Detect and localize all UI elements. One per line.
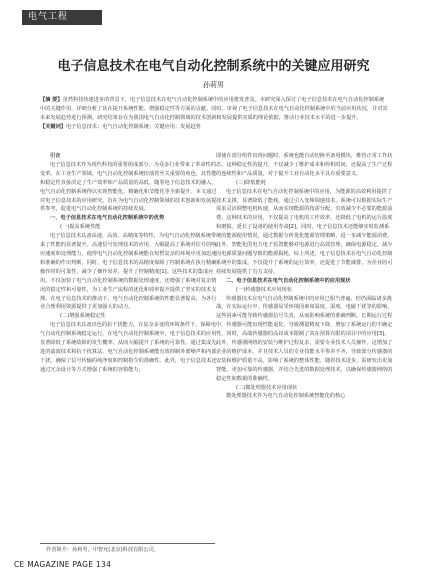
section-heading: (一)提高系统性能 [60,224,101,231]
article-title: 电子信息技术在电气自动化控制系统中的关键应用研究 [57,59,370,74]
section-heading: (三)降低能耗 [236,179,266,186]
paragraph: 电子信息技术在电气自动化控制系统中的应用，为能源的高效利用提供了技术支撑，显著降低了能耗。通过引入变频调速技术，系统可以根据实际生产需求灵活调整电机转速，从而实现能源的按需分配，有效减少不必要的能源浪费。这种技术的应用，不仅提高了电机的工作效率，还降低了电机的运行温度和磨损，延长了设备的使用寿命[2]。同时，电子信息技术还能够实时监测系统的能源使用情况，通过数据分析优化能源管理策略，进一步减少能源消费。此外，智能化的电力电子装置能够对电源进行高效管理，确保电源稳定，减少因电源质量问题导致的能源损耗。综上所述，电子信息技术在电气自动化控制系统中的集成，不仅提升了系统的运行效率，还促进了节能减排，为企业的可持续发展提供了有力支持。 [216,188,393,275]
abstract-label: 【摘 要】 [40,97,63,103]
section-heading: (二)增强系统稳定性 [60,313,106,320]
keywords-text: 电子信息技术；电气自动化控制系统；关键应用；发展趋势 [65,124,201,130]
section-tag: 电气工程 [22,10,102,25]
author-note: 作者简介：孙莉男，中智允(北京)科技有限公司。 [46,547,159,553]
left-column [40,152,220,375]
paragraph: 即使在部分组件出现问题时，系统也能自动切换至备用模块，维持正常工作状态。这种稳定性的提升，不仅减少了维护成本和停机时间，还提高了生产过程的连续性和产品质量，对于提升工业自动化水平具有重要意义。 [216,153,393,177]
section-heading: (一)传感器技术应用现状 [236,286,292,293]
paragraph: 电子信息技术具备出色的抗干扰能力，在复杂多变的环境条件下，保障电气自动化控制系统稳定运行。在电气自动化控制系统中，电子信息技术的应用显著降低了系统故障的发生概率，从而大幅提升了系统的可靠性。通过集成先进的滤波技术和抗干扰算法，电气自动化控制系统能有效抑制外部噪声和内部干扰，确保了信号传输的纯净度和控制指令的准确性。此外，电子信息技术还通过冗余设计等方式增强了系统的容错能力， [40,322,217,373]
paragraph: 电子信息技术作为现代科技的重要组成部分，为众多行业带来了革命性的变革。在工业生产领域，电气自动化控制系统扮演着至关重要的角色，其性能和稳定性直接决定了生产效率和产品质量的高低。随着电子信息技术的融入，电气自动化控制系统得以实现智能化、精确化和节能化等全新提升。本文通过对电子信息技术的应用研究，旨在为电气自动化控制领域的技术创新和发展提供参考，促进电气自动化控制系统的持续发展。 [40,161,217,213]
magazine-page-label: CE MAGAZINE PAGE 134 [14,560,112,569]
abstract-text: 虽然科技快速进步的背景下，电子信息技术在电气自动化控制系统中的应用愈发普及。本研究深入探讨了电子信息技术在电气自动化控制系统中的关键作用，详细分析了其在提升系统性能、增强稳定性等方面的贡献。同时，审视了电子信息技术在电气自动化控制系统中的当前应用状况，并对其未来发展趋势进行预测。研究结果旨在为我国电气自动化控制领域的技术创新和发展提供实质的理论依据，推动行业技术水平的进一步提升。 [40,97,388,121]
paragraph: 电子信息技术具备高速、高效、高精度等特性，为电气自动化控制系统带来了性能的显著提升。高速信号处理技术的应用，大幅提高了系统对信号的响应速度和处理能力，使得电气自动化控制系统能在短暂复杂的环境中更加迅速和准确的作出判断。同时，电子信息技术的高精度保障了控制系统在执行精确操作时的可靠性，减少了操作误差，提升了控制精度[1]。这些技术的集成应用，不仅加快了电气自动化控制系统的数据处理速度，还增强了系统对复杂情况的稳定性和可靠性，为工业生产流程的优化和效率提升提供了坚实的技术支撑。在电子信息技术的推动下，电气自动化控制系统的性能显著提高，为各行业合理利用资源提供了更加强大的动力。 [40,233,217,311]
section-heading: 一、电子信息技术在电气自动化控制系统中的优势 [50,215,165,222]
section-heading: 引言 [50,153,61,159]
paragraph: 传感器技术在电气自动化控制系统中的应用已相当普遍，但仍面临诸多挑战。在实际运行中，传感器易受环境因素如温度、湿度、电磁干扰等的影响，这些因素可能导致传感器信号失真，从而影响系统的准确判断。长期运行过程中，传感器可能出现性能退化，导致测量精度下降，增加了系统运行的不确定性。同时，高端传感器的高昂成本限制了其在预算有限的项目中的应用[3]。此外，传感器网络的安装与维护过程复杂，需要专业技术人员操作，这增加了企业的维护成本。并且技术人员的专业技能水平参差不齐，导致部分传感器的安装和维护质量不高，影响了系统的整体性能。随着技术进步，需研发出更加智能、更加可靠的传感器，并结合先进的数据处理技术，以确保传感器网络的稳定性和数据的准确性。 [216,295,393,382]
keywords-label: 【关键词】 [40,124,66,130]
section-heading: (二)微处理器技术应用现状 [236,384,298,391]
author-name: 孙莉男 [203,81,224,89]
right-column [216,152,394,401]
abstract-block [40,96,388,132]
paragraph: 微处理器技术作为电气自动化控制系统智能化的核心 [226,393,346,400]
section-heading: 二、电子信息技术在电气自动化控制系统中的应用现状 [226,277,351,284]
footnote-divider [40,543,215,544]
